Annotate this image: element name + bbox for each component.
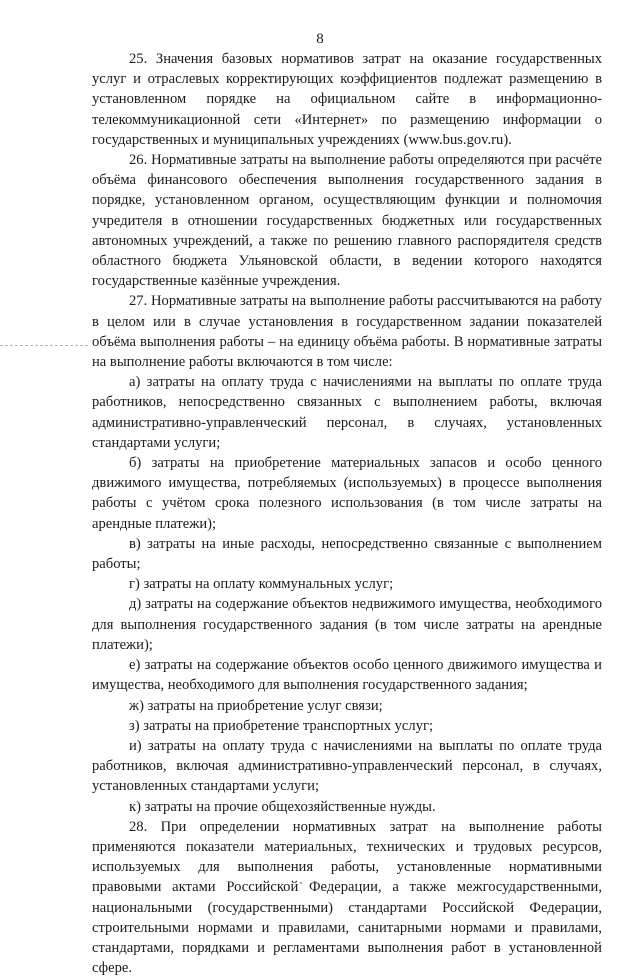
list-item-v: в) затраты на иные расходы, непосредственно связанные с выполнением работы; <box>92 535 602 573</box>
list-item-zh: ж) затраты на приобретение услуг связи; <box>129 697 383 714</box>
list-item-i: и) затраты на оплату труда с начислениями на выплаты по оплате труда работников, включая административно-управленческий персонал, в случаях, установленных стандартами услуги; <box>92 737 602 795</box>
scan-artifact-line <box>0 345 88 346</box>
paragraph-25: 25. Значения базовых нормативов затрат на оказание государственных услуг и отраслевых корректирующих коэффициентов подлежат размещению в установленном порядке на официальном сайте в информационно-телекоммуникационной сети «Интернет» по размещению информации о государственных и муниципальных учреждениях (www.bus.gov.ru). <box>92 51 602 148</box>
list-item-g: г) затраты на оплату коммунальных услуг; <box>129 576 394 593</box>
document-body <box>92 49 602 978</box>
list-item-k: к) затраты на прочие общехозяйственные нужды. <box>129 798 436 815</box>
list-item-a: а) затраты на оплату труда с начислениями на выплаты по оплате труда работников, непосредственно связанных с выполнением работы, включая административно-управленческий персонал, в случаях, установленных стандартами услуги; <box>92 374 602 451</box>
page-number: 8 <box>316 31 324 47</box>
list-item-d: д) затраты на содержание объектов недвижимого имущества, необходимого для выполнения государственного задания (в том числе затраты на арендные платежи); <box>92 596 602 653</box>
list-item-b: б) затраты на приобретение материальных запасов и особо ценного движимого имущества, потребляемых (используемых) в процессе выполнения работы с учётом срока полезного использования (в том числе затраты на арендные платежи); <box>92 455 602 532</box>
paragraph-27: 27. Нормативные затраты на выполнение работы рассчитываются на работу в целом или в случае установления в государственном задании показателей объёма выполнения работы – на единицу объёма работы. В нормативные затраты на выполнение работы включаются в том числе: <box>92 293 602 371</box>
paragraph-26: 26. Нормативные затраты на выполнение работы определяются при расчёте объёма финансового обеспечения выполнения государственного задания в порядке, установленном органом, осуществляющим функции и полномочия учредителя в отношении государственных бюджетных или государственных автономных учреждений, а также по решению главного распорядителя средств областного бюджета Ульяновской области, в ведении которого находятся государственные казённые учреждения. <box>92 152 602 290</box>
paragraph-28: 28. При определении нормативных затрат на выполнение работы применяются показатели материальных, технических и трудовых ресурсов, используемых для выполнения работы, установленные нормативными правовыми актами Российской Федерации, а также межгосударственными, национальными (государственными) стандартами Российской Федерации, строительными нормами и правилами, санитарными нормами и правилами, стандартами, порядками и регламентами выполнения работ в установленной сфере. <box>92 818 602 977</box>
list-item-z: з) затраты на приобретение транспортных услуг; <box>129 717 434 734</box>
list-item-e: е) затраты на содержание объектов особо ценного движимого имущества и имущества, необходимого для выполнения государственного задания; <box>92 657 602 694</box>
